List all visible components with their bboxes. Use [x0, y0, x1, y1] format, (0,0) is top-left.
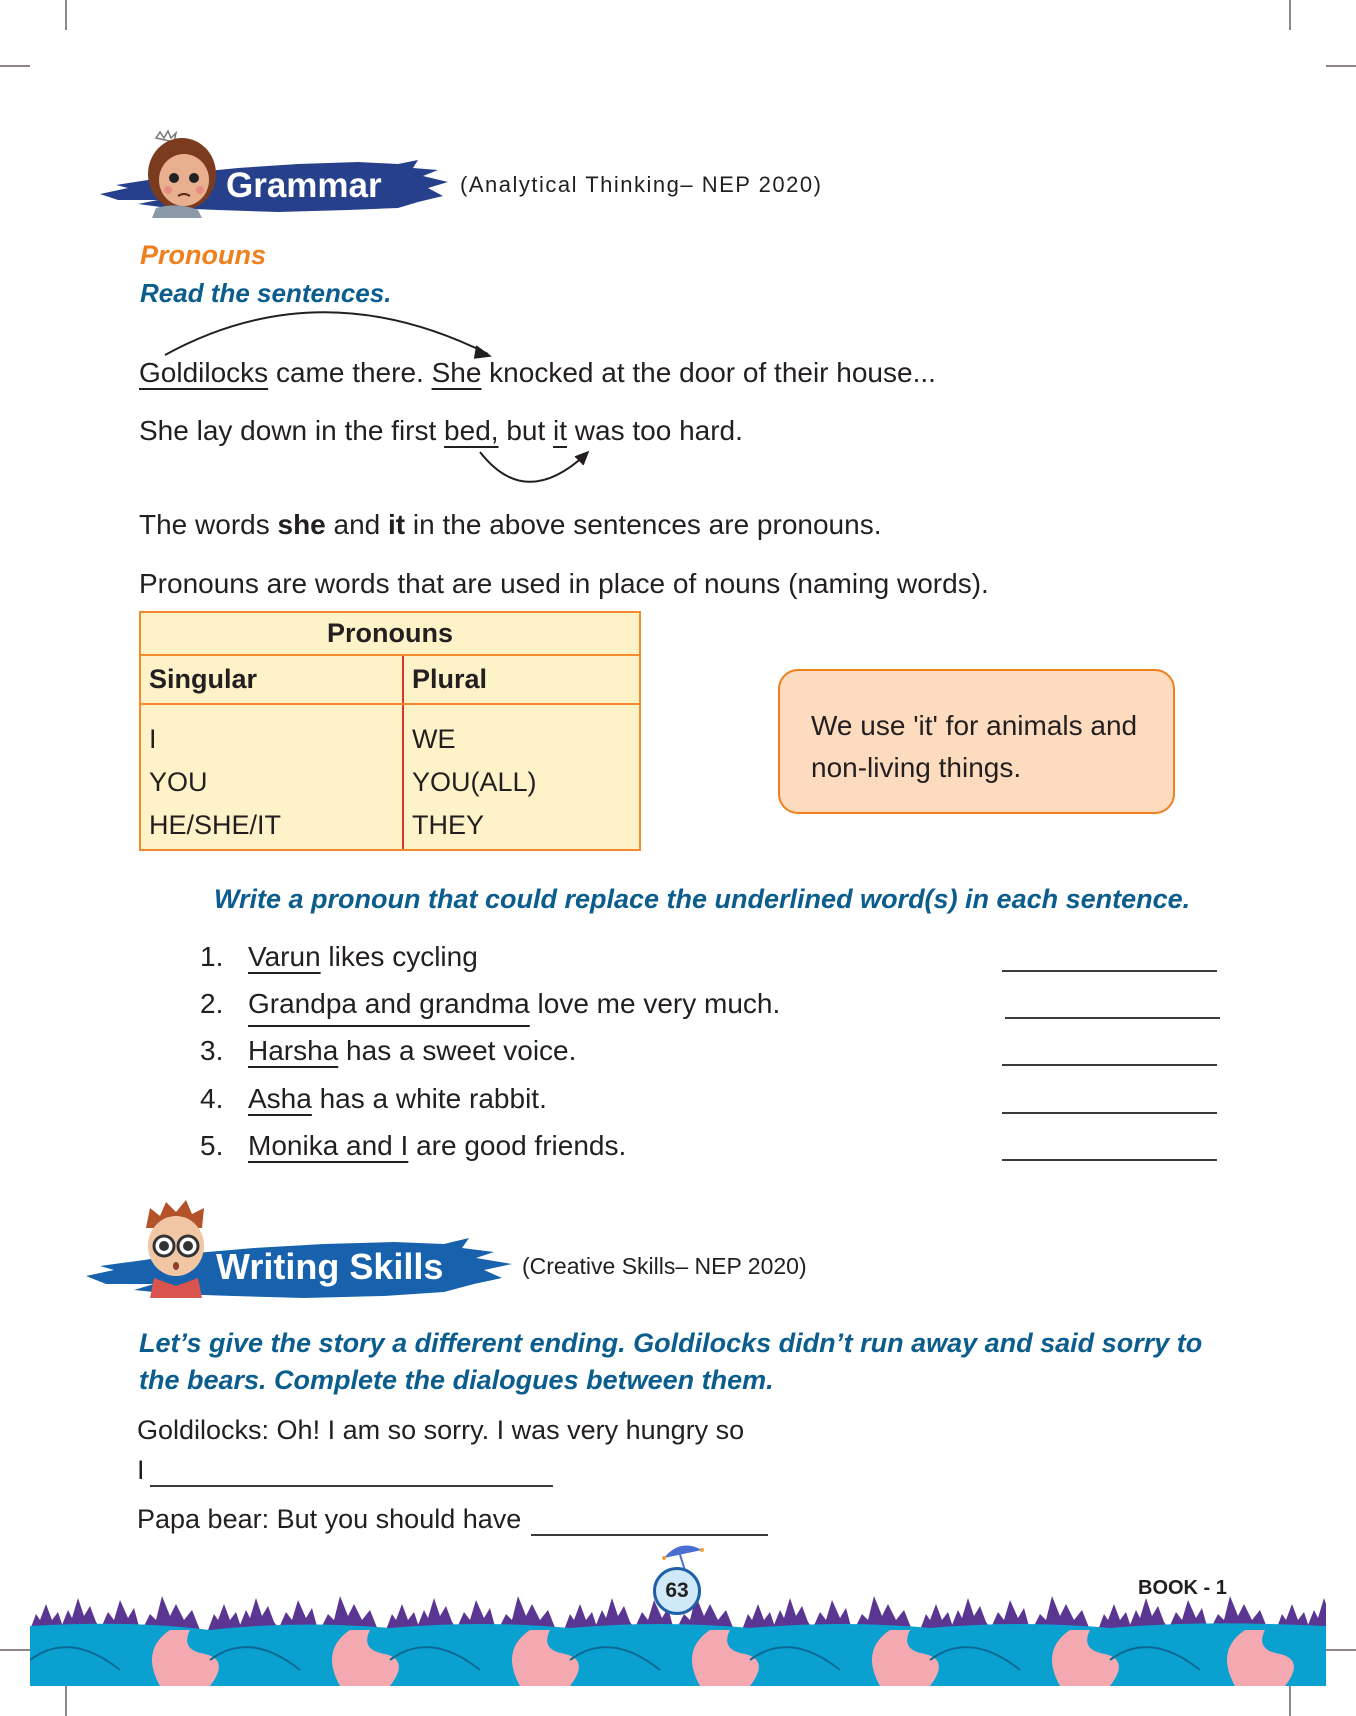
- crop-mark: [1289, 0, 1291, 30]
- crop-mark: [65, 1686, 67, 1716]
- table-header-singular: Singular: [140, 655, 403, 704]
- exercise-instruction: Write a pronoun that could replace the underlined word(s) in each sentence.: [214, 884, 1191, 914]
- explanation-line-1: The words she and it in the above sentences are pronouns.: [139, 509, 882, 540]
- example-sentence-1: Goldilocks came there. She knocked at the door of their house...: [139, 357, 936, 388]
- crop-mark: [0, 1649, 30, 1651]
- crop-mark: [1326, 65, 1356, 67]
- underlined-pronoun: it: [553, 415, 568, 446]
- singular-pronouns-cell: I YOU HE/SHE/IT: [140, 704, 403, 850]
- underlined-noun: Goldilocks: [139, 357, 269, 388]
- dialogue-blank-2[interactable]: [531, 1534, 768, 1536]
- pronoun-table: [139, 611, 641, 851]
- read-instruction: Read the sentences.: [140, 278, 392, 308]
- section-title: Grammar: [226, 166, 382, 205]
- exercise-item: 3. Harsha has a sweet voice.: [200, 1035, 577, 1066]
- answer-blank-1[interactable]: [1002, 970, 1217, 972]
- section-title: Writing Skills: [216, 1246, 444, 1287]
- dialogue-goldilocks: Goldilocks: Oh! I am so sorry. I was very hungry so: [137, 1415, 745, 1445]
- underlined-word: Monika and I: [248, 1130, 409, 1161]
- section-subtitle: (Creative Skills– NEP 2020): [522, 1253, 807, 1279]
- dialogue-papa-bear: Papa bear: But you should have: [137, 1504, 522, 1534]
- note-box: We use 'it' for animals and non-living things.: [778, 669, 1175, 814]
- boy-character-icon: [136, 1198, 216, 1298]
- underlined-noun: bed,: [444, 415, 499, 446]
- exercise-item: 1. Varun likes cycling: [200, 941, 478, 972]
- exercise-item: 4. Asha has a white rabbit.: [200, 1083, 547, 1114]
- exercise-item: 2. Grandpa and grandma love me very much.: [200, 988, 781, 1019]
- underlined-word: Asha: [248, 1083, 312, 1114]
- dialogue-blank-1[interactable]: [150, 1485, 553, 1487]
- book-label: BOOK - 1: [1138, 1577, 1227, 1599]
- writing-instruction-line-1: Let’s give the story a different ending. Goldilocks didn’t run away and said sorry to: [139, 1328, 1203, 1358]
- answer-blank-3[interactable]: [1002, 1064, 1217, 1066]
- plural-pronouns-cell: WE YOU(ALL) THEY: [403, 704, 640, 850]
- answer-blank-5[interactable]: [1002, 1159, 1217, 1161]
- underlined-word: Varun: [248, 941, 321, 972]
- crop-mark: [1289, 1686, 1291, 1716]
- explanation-line-2: Pronouns are words that are used in place of nouns (naming words).: [139, 568, 989, 599]
- section-subtitle: (Analytical Thinking– NEP 2020): [460, 172, 823, 197]
- table-title: Pronouns: [140, 612, 640, 655]
- answer-blank-2[interactable]: [1005, 1017, 1220, 1019]
- exercise-item: 5. Monika and I are good friends.: [200, 1130, 627, 1161]
- answer-blank-4[interactable]: [1002, 1112, 1217, 1114]
- writing-instruction-line-2: the bears. Complete the dialogues between them.: [139, 1365, 774, 1395]
- underlined-pronoun: She: [431, 357, 482, 388]
- table-header-plural: Plural: [403, 655, 640, 704]
- underlined-word: Harsha: [248, 1035, 339, 1066]
- underlined-word: Grandpa and grandma: [248, 988, 530, 1019]
- crop-mark: [1326, 1649, 1356, 1651]
- example-sentence-2: She lay down in the first bed, but it was too hard.: [139, 415, 743, 446]
- topic-heading: Pronouns: [140, 240, 266, 270]
- page-number: 63: [653, 1567, 701, 1615]
- dialogue-goldilocks-continued: I: [137, 1455, 145, 1485]
